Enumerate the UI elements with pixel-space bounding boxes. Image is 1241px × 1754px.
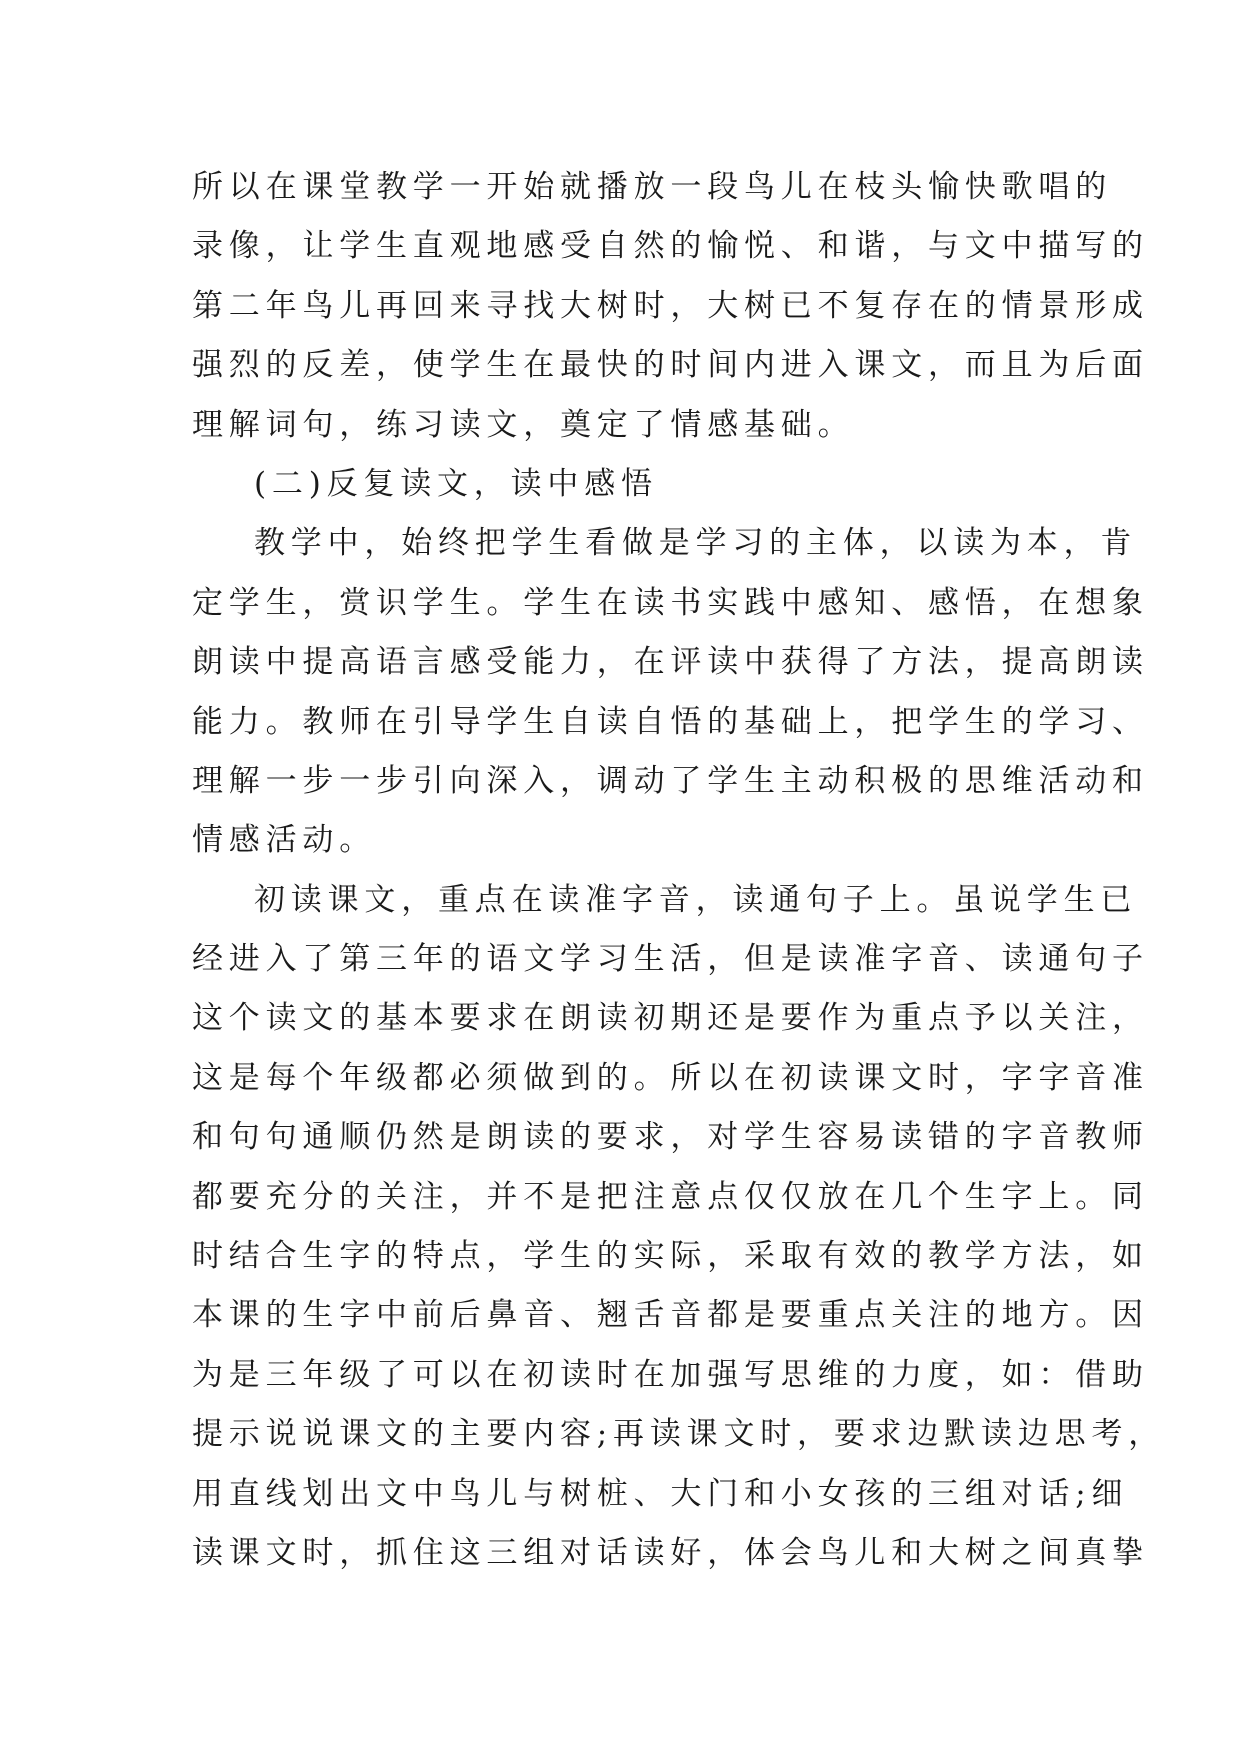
- paragraph-line: 本课的生字中前后鼻音、翘舌音都是要重点关注的地方。因: [192, 1297, 1149, 1334]
- paragraph-line: 能力。教师在引导学生自读自悟的基础上，把学生的学习、: [192, 703, 1149, 740]
- paragraph-line: 时结合生字的特点，学生的实际，采取有效的教学方法，如: [192, 1238, 1149, 1275]
- paragraph-line: 强烈的反差，使学生在最快的时间内进入课文，而且为后面: [192, 347, 1149, 384]
- paragraph-line: 第二年鸟儿再回来寻找大树时，大树已不复存在的情景形成: [192, 287, 1149, 324]
- section-heading: (二)反复读文，读中感悟: [254, 465, 658, 502]
- paragraph-line: 朗读中提高语言感受能力，在评读中获得了方法，提高朗读: [192, 644, 1149, 681]
- paragraph-line: 这是每个年级都必须做到的。所以在初读课文时，字字音准: [192, 1059, 1149, 1096]
- paragraph-line: 理解一步一步引向深入，调动了学生主动积极的思维活动和: [192, 762, 1149, 799]
- paragraph-line: 初读课文，重点在读准字音，读通句子上。虽说学生已: [254, 881, 1138, 918]
- paragraph-line: 这个读文的基本要求在朗读初期还是要作为重点予以关注，: [192, 1000, 1149, 1037]
- paragraph-line: 录像，让学生直观地感受自然的愉悦、和谐，与文中描写的: [192, 228, 1149, 265]
- paragraph-line: 提示说说课文的主要内容;再读课文时，要求边默读边思考，: [192, 1416, 1166, 1453]
- paragraph-line: 所以在课堂教学一开始就播放一段鸟儿在枝头愉快歌唱的: [192, 169, 1112, 205]
- paragraph-line: 理解词句，练习读文，奠定了情感基础。: [192, 406, 855, 443]
- paragraph-line: 读课文时，抓住这三组对话读好，体会鸟儿和大树之间真挚: [192, 1534, 1149, 1571]
- paragraph-line: 和句句通顺仍然是朗读的要求，对学生容易读错的字音教师: [192, 1119, 1149, 1156]
- body-text: [192, 158, 1166, 1583]
- paragraph-line: 用直线划出文中鸟儿与树桩、大门和小女孩的三组对话;细: [192, 1475, 1129, 1512]
- paragraph-line: 都要充分的关注，并不是把注意点仅仅放在几个生字上。同: [192, 1178, 1149, 1215]
- paragraph-line: 教学中，始终把学生看做是学习的主体，以读为本，肯: [254, 525, 1138, 562]
- paragraph-line: 情感活动。: [192, 822, 376, 859]
- paragraph-line: 经进入了第三年的语文学习生活，但是读准字音、读通句子: [192, 941, 1149, 978]
- paragraph-line: 定学生，赏识学生。学生在读书实践中感知、感悟，在想象: [192, 584, 1149, 621]
- paragraph-line: 为是三年级了可以在初读时在加强写思维的力度，如：借助: [192, 1356, 1149, 1393]
